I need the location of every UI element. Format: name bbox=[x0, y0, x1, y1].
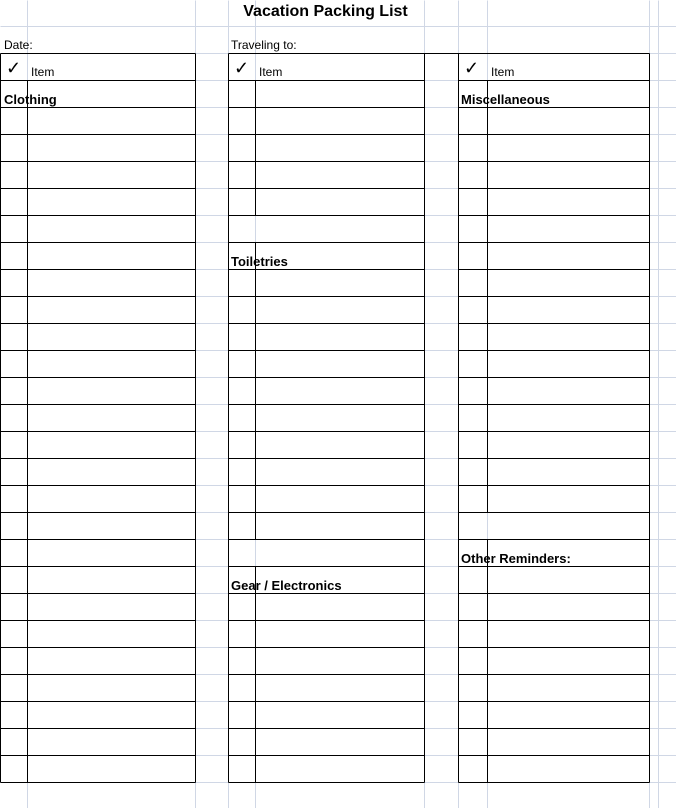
section-heading-gear-electronics: Gear / Electronics bbox=[231, 578, 342, 593]
section-heading-clothing: Clothing bbox=[4, 92, 57, 107]
date-label: Date: bbox=[4, 38, 33, 52]
item-column-header: Item bbox=[491, 65, 515, 79]
section-heading-miscellaneous: Miscellaneous bbox=[461, 92, 550, 107]
section-heading-toiletries: Toiletries bbox=[231, 254, 288, 269]
traveling-to-label: Traveling to: bbox=[231, 38, 297, 52]
page-title: Vacation Packing List bbox=[243, 3, 408, 20]
item-column-header: Item bbox=[31, 65, 55, 79]
item-column-header: Item bbox=[259, 65, 283, 79]
check-mark-icon: ✓ bbox=[464, 58, 480, 78]
check-mark-icon: ✓ bbox=[234, 58, 250, 78]
check-mark-icon: ✓ bbox=[6, 58, 22, 78]
section-heading-other-reminders: Other Reminders: bbox=[461, 551, 571, 566]
